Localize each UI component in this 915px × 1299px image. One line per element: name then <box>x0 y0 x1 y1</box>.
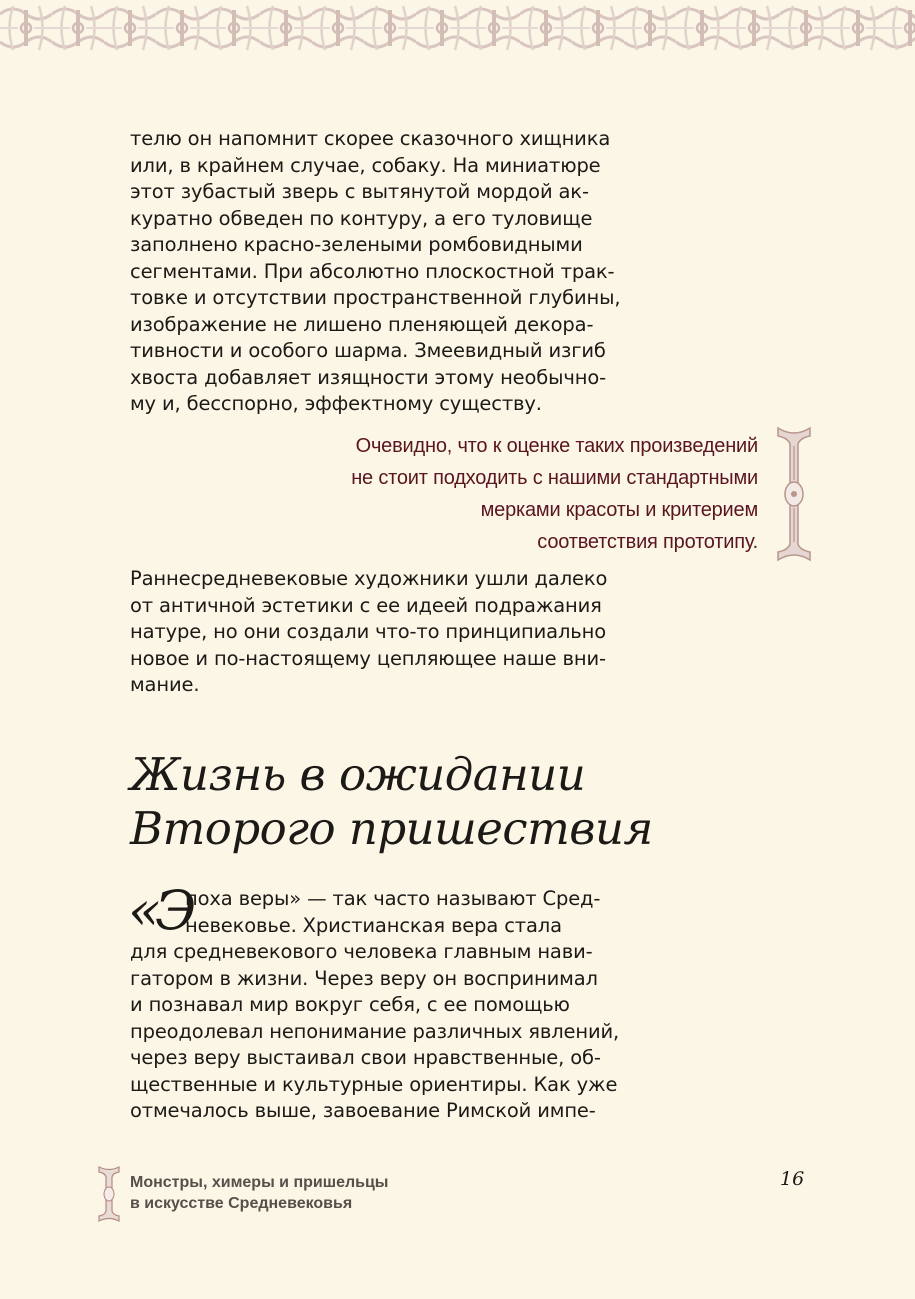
quote-line: не стоит подходить с нашими стандартными <box>351 467 758 489</box>
text-line: поха веры» — так часто называют Сред- <box>185 887 601 910</box>
text-line: и познавал мир вокруг себя, с ее помощью <box>130 993 570 1016</box>
heading-line: Жизнь в ожидании <box>130 748 586 801</box>
text-line: новое и по-настоящему цепляющее наше вни- <box>130 646 606 670</box>
text-line: от античной эстетики с ее идеей подражания <box>130 593 602 617</box>
ornamental-bracket-icon <box>97 1165 121 1223</box>
text-line: мание. <box>130 673 200 696</box>
heading-line: Второго пришествия <box>130 802 653 855</box>
quote-line: соответствия прототипу. <box>537 531 758 553</box>
text-line: для средневекового человека главным нави- <box>130 940 593 963</box>
text-line: телю он напомнит скорее сказочного хищника <box>130 127 611 150</box>
text-line: натуре, но они создали что-то принципиально <box>130 620 606 643</box>
text-line: заполнено красно-зелеными ромбовидными <box>130 233 583 256</box>
text-line: товке и отсутствии пространственной глубины, <box>130 286 621 309</box>
text-line: изображение не лишено пленяющей декора- <box>130 312 594 336</box>
body-paragraph-1 <box>130 126 650 418</box>
interlace-border-ornament <box>0 0 915 56</box>
section-heading <box>130 748 653 856</box>
body-paragraph-2 <box>130 566 650 699</box>
drop-cap: «Э <box>128 879 191 942</box>
quote-line: мерками красоты и критерием <box>480 499 758 521</box>
text-line: отмечалось выше, завоевание Римской импе- <box>130 1099 596 1122</box>
quote-line: Очевидно, что к оценке таких произведений <box>355 435 758 457</box>
text-line: щественные и культурные ориентиры. Как уже <box>130 1072 618 1096</box>
text-line: этот зубастый зверь с вытянутой мордой ак- <box>130 180 589 203</box>
body-paragraph-3 <box>128 879 660 1125</box>
text-line: хвоста добавляет изящности этому необычно- <box>130 365 607 389</box>
text-line: через веру выстаивал свои нравственные, об- <box>130 1046 601 1069</box>
footer-title-line: Монстры, химеры и пришельцы <box>130 1174 389 1191</box>
text-line: гатором в жизни. Через веру он воспринимал <box>130 966 598 990</box>
text-line: Раннесредневековые художники ушли далеко <box>130 567 608 590</box>
text-line: тивности и особого шарма. Змеевидный изгиб <box>130 339 606 362</box>
text-line: преодолевал непонимание различных явлений, <box>130 1019 620 1043</box>
footer-title-line: в искусстве Средневековья <box>130 1195 353 1212</box>
running-footer-title <box>130 1172 388 1214</box>
page-number: 16 <box>780 1168 805 1190</box>
text-line: му и, бесспорно, эффектному существу. <box>130 392 542 415</box>
ornamental-bracket-icon <box>774 424 814 564</box>
pull-quote <box>351 430 758 558</box>
text-line: куратно обведен по контуру, а его туловище <box>130 206 593 230</box>
text-line: или, в крайнем случае, собаку. На миниатюре <box>130 153 601 177</box>
text-line: невековье. Христианская вера стала <box>185 913 562 937</box>
text-line: сегментами. При абсолютно плоскостной трак- <box>130 259 615 283</box>
